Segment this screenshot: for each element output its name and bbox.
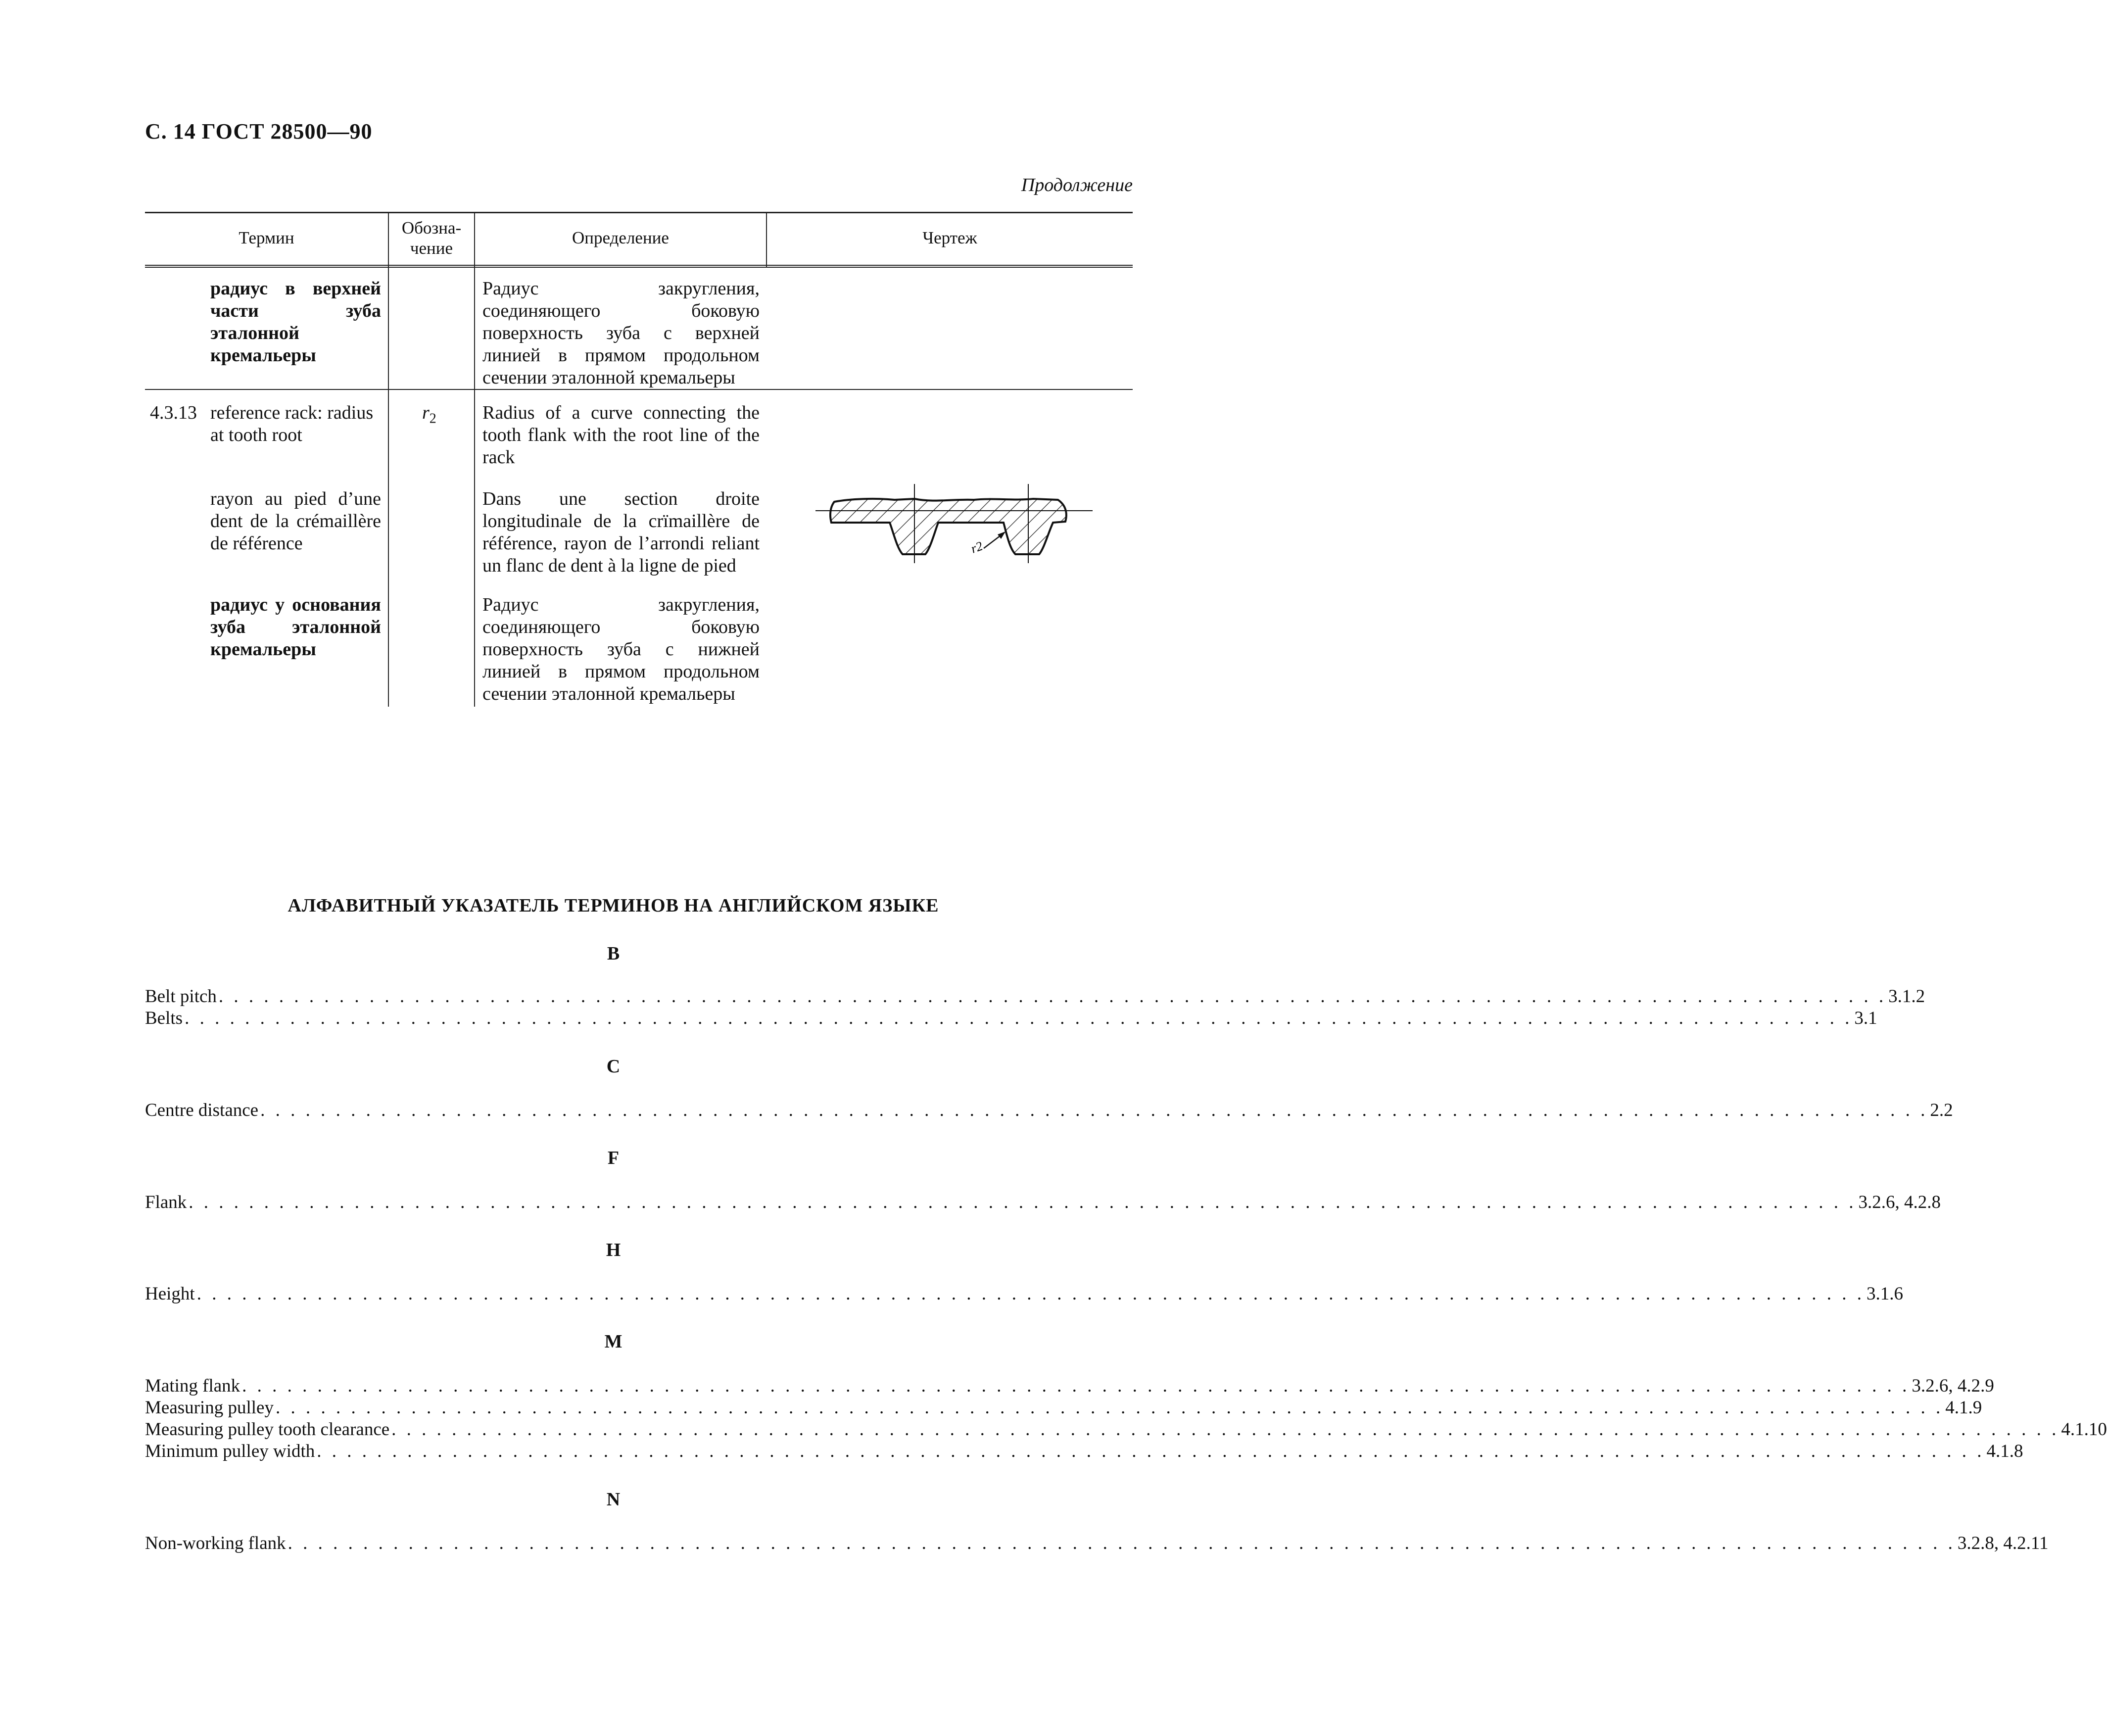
- leader-dots: . . . . . . . . . . . . . . . . . . . . . . . . . . . . . . . . . . . . . . . . . . . . . . . . . . . . . . . . . . . . . . . . . . . . . . . . . . . . . . . . . . . . . . . . . . . . . . . . . . . . . . . . . . . . . . .: [287, 1533, 1956, 1553]
- index-term: Flank: [145, 1192, 187, 1212]
- header-symbol-text: Обозна- чение: [401, 218, 462, 258]
- definition-en: Radius of a curve connecting the tooth flank with the root line of the rack: [482, 402, 760, 468]
- term-en: reference rack: radius at tooth root: [210, 402, 374, 445]
- rack-profile: [830, 499, 1066, 554]
- index-term: Measuring pulley: [145, 1398, 274, 1418]
- leader-dots: . . . . . . . . . . . . . . . . . . . . . . . . . . . . . . . . . . . . . . . . . . . . . . . . . . . . . . . . . . . . . . . . . . . . . . . . . . . . . . . . . . . . . . . . . . . . . . . . . . . . . . . . . . . . . . .: [391, 1419, 2059, 1440]
- leader-dots: . . . . . . . . . . . . . . . . . . . . . . . . . . . . . . . . . . . . . . . . . . . . . . . . . . . . . . . . . . . . . . . . . . . . . . . . . . . . . . . . . . . . . . . . . . . . . . . . . . . . . . . . . . . . . . .: [242, 1376, 1910, 1396]
- index-ref: 3.2.6, 4.2.9: [1912, 1376, 1994, 1396]
- header-term: Термин: [239, 228, 294, 248]
- index-letter-b: B: [607, 943, 620, 964]
- index-ref: 3.2.6, 4.2.8: [1858, 1192, 1941, 1212]
- index-letter-m: M: [604, 1331, 623, 1352]
- index-title: АЛФАВИТНЫЙ УКАЗАТЕЛЬ ТЕРМИНОВ НА АНГЛИЙСКОМ ЯЗЫКЕ: [287, 895, 939, 916]
- index-entry: [145, 1441, 2023, 1462]
- index-ref: 3.1.2: [1888, 986, 1925, 1007]
- index-letter-n: N: [606, 1489, 621, 1510]
- header-definition: Определение: [572, 228, 669, 248]
- index-entry: [145, 1100, 1953, 1121]
- index-term: Mating flank: [145, 1376, 240, 1396]
- index-entry: [145, 1375, 1994, 1397]
- term-symbol: [422, 402, 436, 430]
- index-entry: [145, 986, 1925, 1008]
- index-term: Non-working flank: [145, 1533, 286, 1553]
- term-number: 4.3.13: [150, 402, 197, 423]
- radius-label: r2: [969, 538, 985, 556]
- prev-definition-ru: Радиус закругления, соединяющего боковую поверхность зуба с верхней линией в прямом продольном сечении эталонной кремальеры: [482, 278, 760, 388]
- leader-dots: . . . . . . . . . . . . . . . . . . . . . . . . . . . . . . . . . . . . . . . . . . . . . . . . . . . . . . . . . . . . . . . . . . . . . . . . . . . . . . . . . . . . . . . . . . . . . . . . . . . . . . . . . . . . . . .: [196, 1284, 1865, 1304]
- index-term: Centre distance: [145, 1100, 259, 1120]
- symbol-subscript: 2: [429, 411, 436, 427]
- index-entry: [145, 1419, 2107, 1441]
- prev-term-ru: радиус в верхней части зуба эталонной кремальеры: [210, 278, 381, 366]
- index-entry: [145, 1283, 1903, 1305]
- definition-ru: Радиус закругления, соединяющего боковую поверхность зуба с нижней линией в прямом продольном сечении эталонной кремальеры: [482, 594, 760, 704]
- definition-fr: Dans une section droite longitudinale de la crïmaillère de référence, rayon de l’arrondi reliant un flanc de dent à la ligne de pied: [482, 488, 760, 576]
- index-letter-c: C: [606, 1056, 621, 1077]
- index-entry: [145, 1008, 1877, 1029]
- leader-dots: . . . . . . . . . . . . . . . . . . . . . . . . . . . . . . . . . . . . . . . . . . . . . . . . . . . . . . . . . . . . . . . . . . . . . . . . . . . . . . . . . . . . . . . . . . . . . . . . . . . . . . . . . . . . . . .: [260, 1100, 1928, 1120]
- index-term: Belt pitch: [145, 986, 217, 1007]
- index-entry: [145, 1533, 2049, 1554]
- table-row-divider: [145, 389, 1133, 390]
- index-term: Height: [145, 1284, 195, 1304]
- column-divider: [388, 212, 389, 707]
- term-ru: радиус у основания зуба эталонной кремальеры: [210, 594, 381, 660]
- index-entry: [145, 1192, 1941, 1213]
- term-fr: rayon au pied d’une dent de la crémaillère de référence: [210, 488, 381, 554]
- table-header-rule: [145, 265, 1133, 268]
- index-term: Minimum pulley width: [145, 1441, 315, 1461]
- index-ref: 3.1: [1854, 1008, 1877, 1028]
- reference-rack-drawing: [815, 474, 1093, 583]
- index-ref: 3.2.8, 4.2.11: [1957, 1533, 2049, 1553]
- continuation-label: Продолжение: [1021, 175, 1133, 195]
- index-ref: 3.1.6: [1866, 1284, 1903, 1304]
- leader-dots: . . . . . . . . . . . . . . . . . . . . . . . . . . . . . . . . . . . . . . . . . . . . . . . . . . . . . . . . . . . . . . . . . . . . . . . . . . . . . . . . . . . . . . . . . . . . . . . . . . . . . . . . . . . . . . .: [185, 1008, 1853, 1028]
- index-ref: 4.1.10: [2061, 1419, 2107, 1440]
- index-ref: 2.2: [1930, 1100, 1953, 1120]
- leader-dots: . . . . . . . . . . . . . . . . . . . . . . . . . . . . . . . . . . . . . . . . . . . . . . . . . . . . . . . . . . . . . . . . . . . . . . . . . . . . . . . . . . . . . . . . . . . . . . . . . . . . . . . . . . . . . . .: [218, 986, 1887, 1007]
- arrow-head-icon: [998, 531, 1006, 539]
- index-term: Belts: [145, 1008, 183, 1028]
- index-term: Measuring pulley tooth clearance: [145, 1419, 390, 1440]
- index-letter-h: H: [606, 1240, 621, 1260]
- leader-dots: . . . . . . . . . . . . . . . . . . . . . . . . . . . . . . . . . . . . . . . . . . . . . . . . . . . . . . . . . . . . . . . . . . . . . . . . . . . . . . . . . . . . . . . . . . . . . . . . . . . . . . . . . . . . . . .: [317, 1441, 1985, 1461]
- index-ref: 4.1.8: [1986, 1441, 2023, 1461]
- symbol-letter: r: [422, 402, 430, 423]
- index-entry: [145, 1397, 1982, 1419]
- column-divider: [474, 212, 475, 707]
- leader-dots: . . . . . . . . . . . . . . . . . . . . . . . . . . . . . . . . . . . . . . . . . . . . . . . . . . . . . . . . . . . . . . . . . . . . . . . . . . . . . . . . . . . . . . . . . . . . . . . . . . . . . . . . . . . . . . .: [189, 1192, 1857, 1212]
- header-drawing: Чертеж: [922, 228, 977, 248]
- header-symbol: [389, 212, 474, 265]
- page-header: С. 14 ГОСТ 28500—90: [145, 119, 373, 144]
- index-letter-f: F: [607, 1148, 620, 1168]
- leader-dots: . . . . . . . . . . . . . . . . . . . . . . . . . . . . . . . . . . . . . . . . . . . . . . . . . . . . . . . . . . . . . . . . . . . . . . . . . . . . . . . . . . . . . . . . . . . . . . . . . . . . . . . . . . . . . . .: [275, 1398, 1944, 1418]
- index-ref: 4.1.9: [1945, 1398, 1982, 1418]
